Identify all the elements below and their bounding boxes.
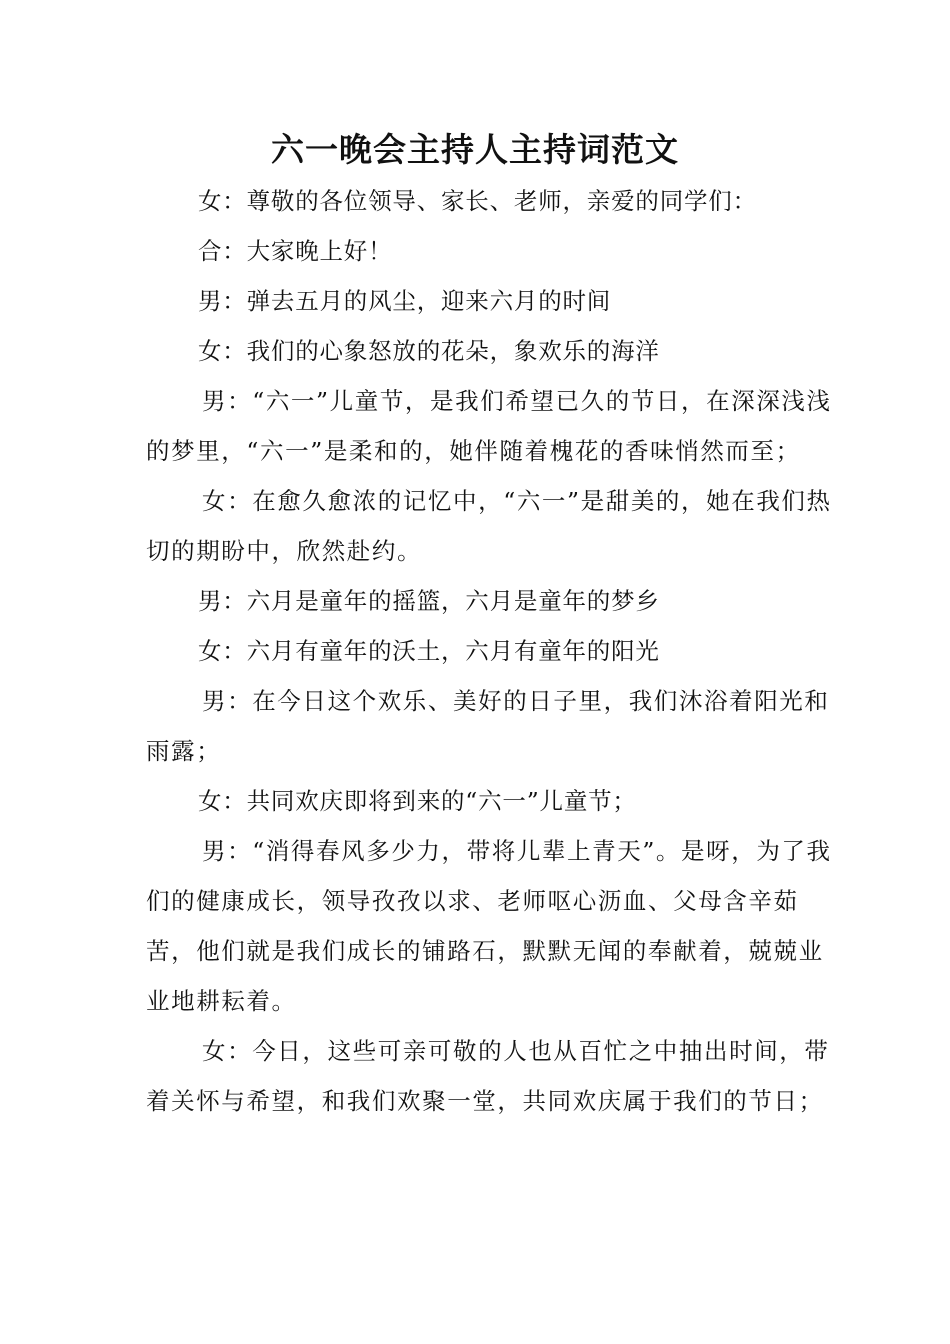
paragraph: 女：尊敬的各位领导、家长、老师，亲爱的同学们： <box>198 187 757 215</box>
paragraph: 男：六月是童年的摇篮，六月是童年的梦乡 <box>198 587 660 615</box>
paragraph: 男：“六一”儿童节，是我们希望已久的节日，在深深浅浅的梦里，“六一”是柔和的，她伴随着槐花的香味悄然而至； <box>146 387 832 465</box>
paragraph: 男：在今日这个欢乐、美好的日子里，我们沐浴着阳光和雨露； <box>146 687 830 765</box>
document-body <box>146 176 836 1126</box>
document-title: 六一晚会主持人主持词范文 <box>271 130 679 169</box>
paragraph: 女：我们的心象怒放的花朵，象欢乐的海洋 <box>198 337 660 365</box>
paragraph: 女：共同欢庆即将到来的“六一”儿童节； <box>198 787 637 815</box>
paragraph: 女：在愈久愈浓的记忆中，“六一”是甜美的，她在我们热切的期盼中，欣然赴约。 <box>146 487 832 565</box>
paragraph: 男：“消得春风多少力，带将儿辈上青天”。是呀，为了我们的健康成长，领导孜孜以求、老师呕心沥血、父母含辛茹苦，他们就是我们成长的铺路石，默默无闻的奉献着，兢兢业业地耕耘着。 <box>146 837 832 1015</box>
paragraph: 女：六月有童年的沃土，六月有童年的阳光 <box>198 637 660 665</box>
paragraph: 合：大家晚上好！ <box>198 237 393 265</box>
paragraph: 女：今日，这些可亲可敬的人也从百忙之中抽出时间，带着关怀与希望，和我们欢聚一堂，共同欢庆属于我们的节日； <box>146 1037 830 1115</box>
paragraph: 男：弹去五月的风尘，迎来六月的时间 <box>198 287 612 315</box>
